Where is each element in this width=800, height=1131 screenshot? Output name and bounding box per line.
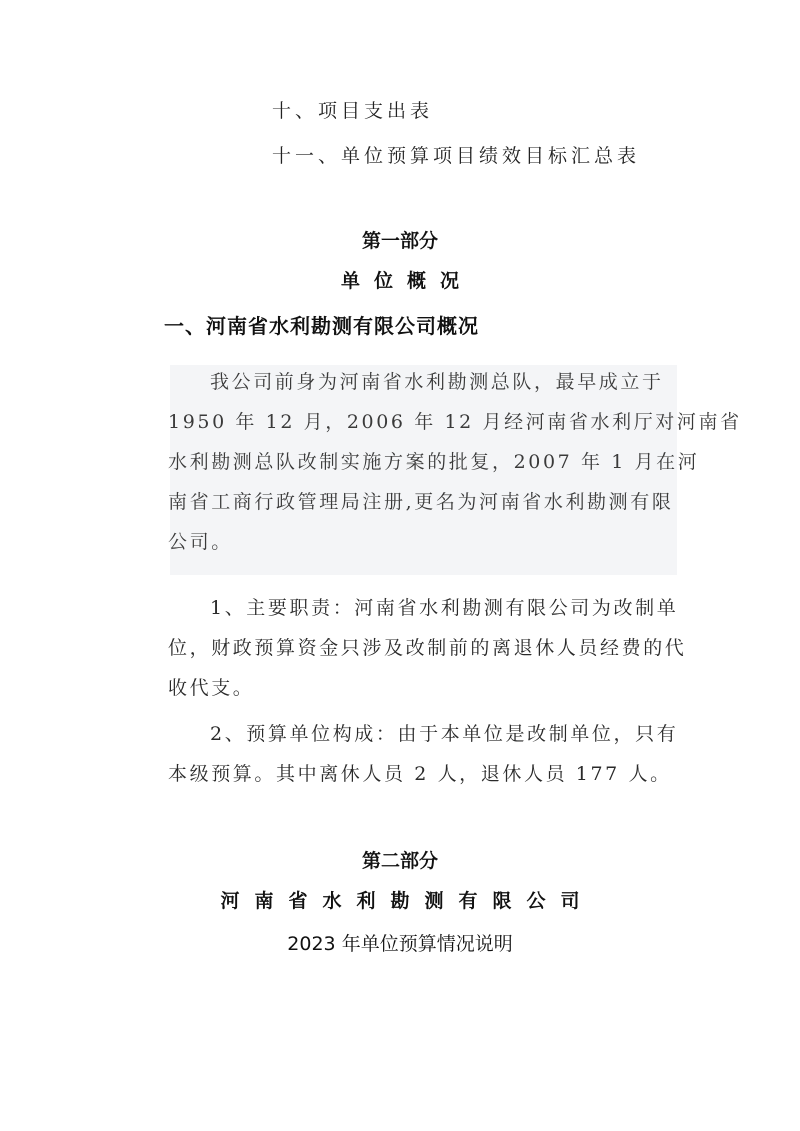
toc-item-project-expenditure: 十、项目支出表 (272, 100, 434, 122)
intro-paragraph (168, 362, 742, 562)
duty-line: 1、主要职责：河南省水利勘测有限公司为改制单 (210, 597, 679, 619)
part-two-subtitle: 2023 年单位预算情况说明 (287, 933, 513, 955)
duty-line: 位，财政预算资金只涉及改制前的离退休人员经费的代 (168, 637, 687, 659)
part-one-title: 第一部分 (361, 230, 438, 252)
toc-item-performance-summary: 十一、单位预算项目绩效目标汇总表 (272, 145, 641, 167)
section-heading-company-overview: 一、河南省水利勘测有限公司概况 (164, 314, 479, 338)
part-one-subtitle: 单位概况 (340, 270, 473, 292)
intro-line: 水利勘测总队改制实施方案的批复，2007 年 1 月在河 (168, 451, 700, 473)
intro-line: 南省工商行政管理局注册,更名为河南省水利勘测有限 (168, 491, 674, 513)
duties-paragraph (168, 588, 687, 708)
composition-line: 本级预算。其中离休人员 2 人，退休人员 177 人。 (168, 763, 672, 785)
intro-line: 公司。 (168, 531, 233, 553)
duty-line: 收代支。 (168, 677, 255, 699)
part-two-title: 第二部分 (361, 850, 438, 872)
intro-line: 1950 年 12 月，2006 年 12 月经河南省水利厅对河南省 (168, 411, 742, 433)
composition-paragraph (168, 714, 680, 794)
composition-line: 2、预算单位构成：由于本单位是改制单位，只有 (210, 723, 679, 745)
intro-line: 我公司前身为河南省水利勘测总队，最早成立于 (210, 371, 664, 393)
part-two-company-name: 河南省水利勘测有限公司 (220, 890, 595, 912)
